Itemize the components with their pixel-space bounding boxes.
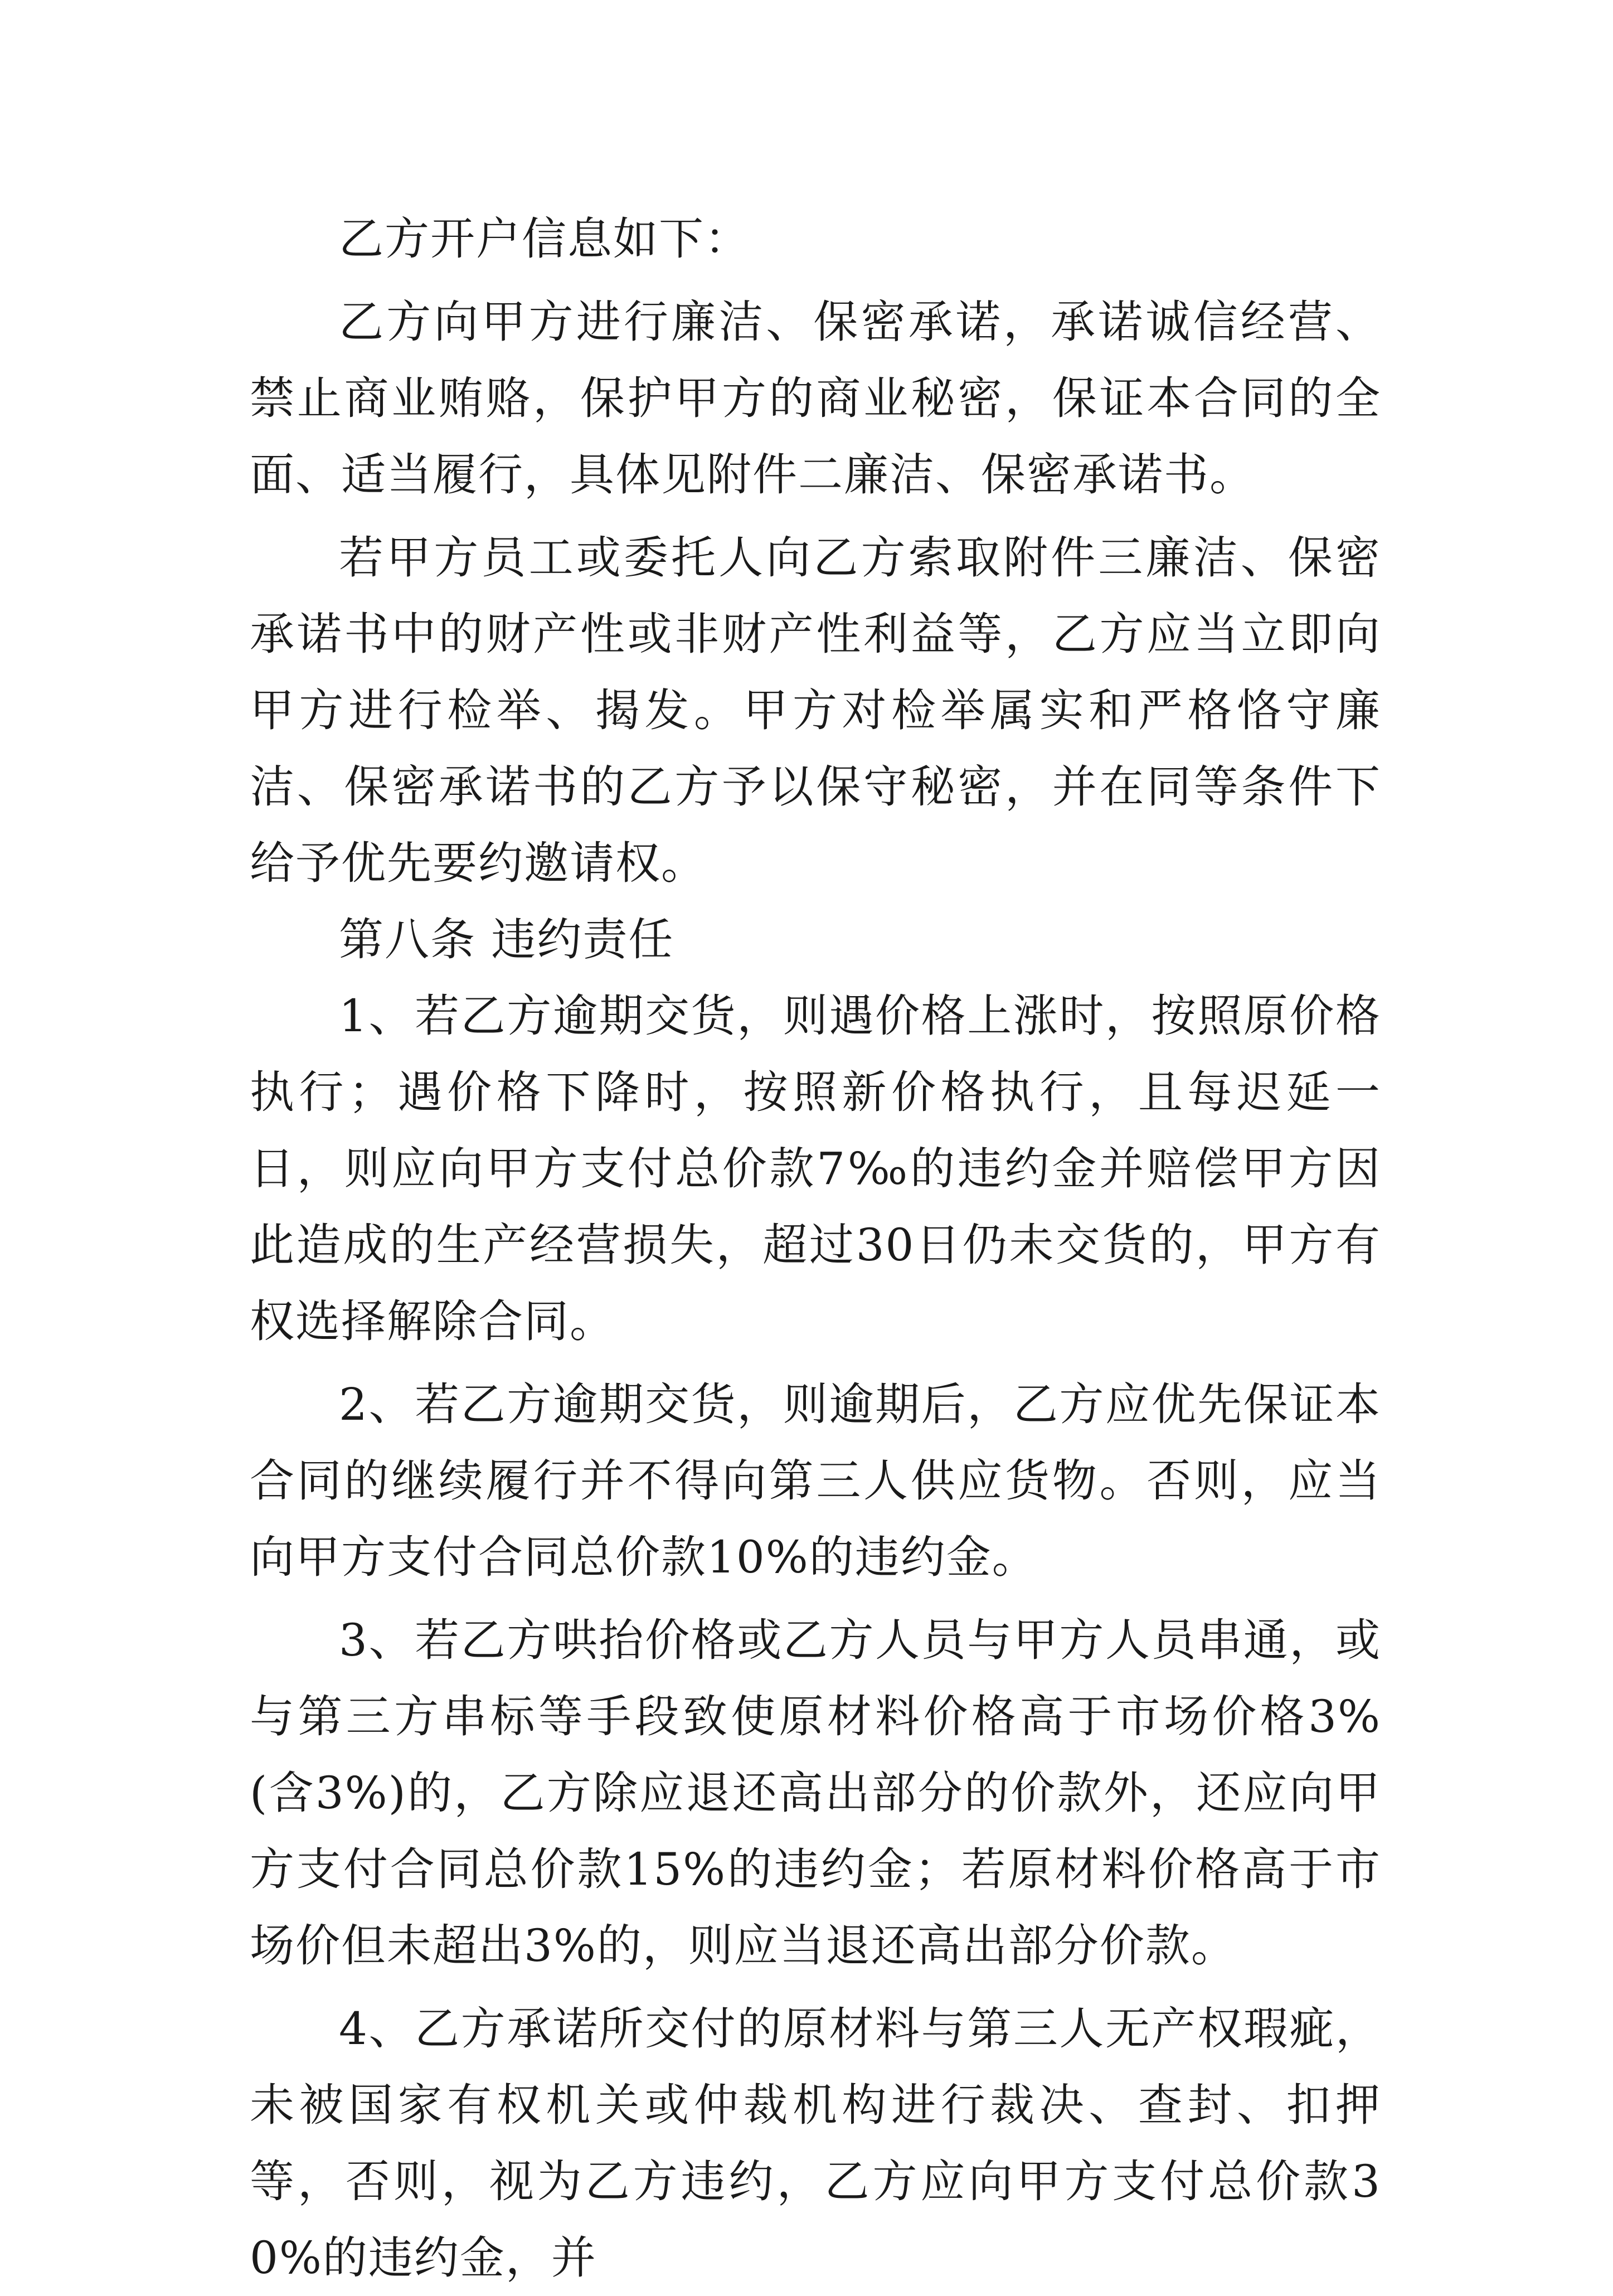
contract-text — [250, 201, 1381, 2296]
section-heading-article-8: 第八条 违约责任 — [339, 914, 674, 965]
paragraph-clause-3: 3、若乙方哄抬价格或乙方人员与甲方人员串通，或与第三方串标等手段致使原材料价格高于市场价格3%(含3%)的，乙方除应退还高出部分的价款外，还应向甲方支付合同总价款15%的违约金；若原材料价格高于市场价但未超出3%的，则应当退还高出部分价款。 — [250, 1614, 1381, 1972]
paragraph-account-info: 乙方开户信息如下： — [339, 213, 750, 265]
paragraph-clause-4: 4、乙方承诺所交付的原材料与第三人无产权瑕疵，未被国家有权机关或仲裁机构进行裁决、查封、扣押等，否则，视为乙方违约，乙方应向甲方支付总价款30%的违约金，并 — [250, 2003, 1381, 2284]
paragraph-report-obligation: 若甲方员工或委托人向乙方索取附件三廉洁、保密承诺书中的财产性或非财产性利益等，乙方应当立即向甲方进行检举、揭发。甲方对检举属实和严格恪守廉洁、保密承诺书的乙方予以保守秘密，并在同等条件下给予优先要约邀请权。 — [250, 532, 1381, 889]
paragraph-clause-1: 1、若乙方逾期交货，则遇价格上涨时，按照原价格执行；遇价格下降时，按照新价格执行，且每迟延一日，则应向甲方支付总价款7‰的违约金并赔偿甲方因此造成的生产经营损失，超过30日仍未交货的，甲方有权选择解除合同。 — [250, 990, 1381, 1347]
paragraph-integrity-commitment: 乙方向甲方进行廉洁、保密承诺，承诺诚信经营、禁止商业贿赂，保护甲方的商业秘密，保证本合同的全面、适当履行，具体见附件二廉洁、保密承诺书。 — [250, 296, 1381, 501]
paragraph-clause-2: 2、若乙方逾期交货，则逾期后，乙方应优先保证本合同的继续履行并不得向第三人供应货物。否则，应当向甲方支付合同总价款10%的违约金。 — [250, 1378, 1381, 1583]
